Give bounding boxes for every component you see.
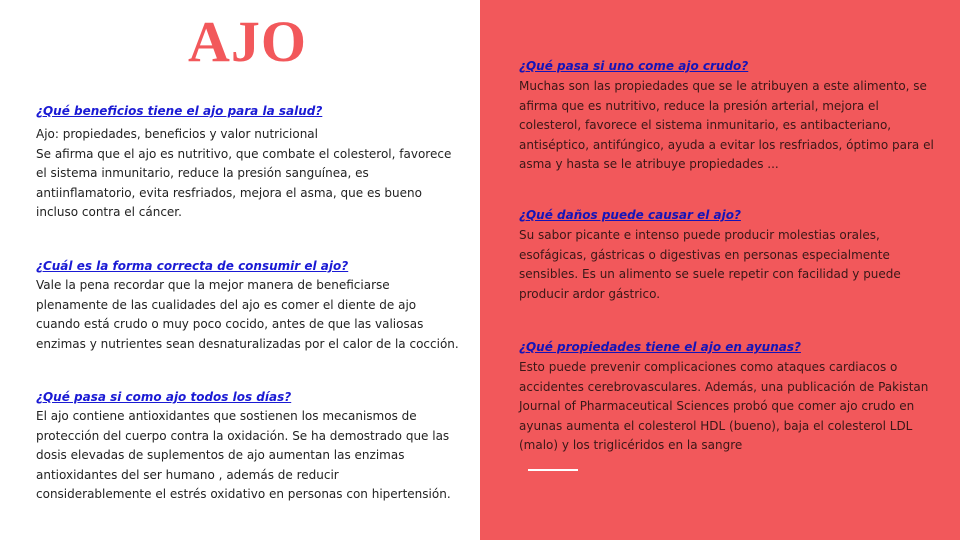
answer-text: El ajo contiene antioxidantes que sostienen los mecanismos de protección del cuerpo contra la oxidación. Se ha demostrado que las dosis elevadas de suplementos de ajo aumentan las enzimas antioxidantes del ser humano , además de reducir considerablemente el estrés oxidativo en personas con hipertensión. bbox=[36, 409, 451, 502]
answer-text: Vale la pena recordar que la mejor manera de beneficiarse plenamente de las cualidades del ajo es comer el diente de ajo cuando está crudo o muy poco cocido, antes de que las valiosas enzimas y nutrientes sean desnaturalizadas por el calor de la cocción. bbox=[36, 278, 459, 351]
question-link[interactable]: ¿Qué pasa si como ajo todos los días? bbox=[36, 390, 292, 404]
question-link[interactable]: ¿Qué daños puede causar el ajo? bbox=[519, 208, 741, 222]
left-section-daily bbox=[36, 389, 451, 505]
right-section-fasting bbox=[519, 339, 928, 456]
left-section-benefits bbox=[36, 103, 451, 223]
question-link[interactable]: ¿Qué propiedades tiene el ajo en ayunas? bbox=[519, 340, 801, 354]
answer-text: Su sabor picante e intenso puede producir molestias orales, esofágicas, gástricas o digestivas en personas especialmente sensibles. Es un alimento se suele repetir con facilidad y puede producir ardor gástrico. bbox=[519, 228, 901, 301]
right-section-damage bbox=[519, 207, 901, 304]
slide-title: AJO bbox=[188, 9, 307, 74]
question-link[interactable]: ¿Qué beneficios tiene el ajo para la salud? bbox=[36, 104, 323, 118]
divider-line bbox=[528, 469, 578, 471]
question-link[interactable]: ¿Cuál es la forma correcta de consumir el ajo? bbox=[36, 259, 349, 273]
answer-text: Ajo: propiedades, beneficios y valor nutricional Se afirma que el ajo es nutritivo, que combate el colesterol, favorece el sistema inmunitario, reduce la presión sanguínea, es antiinflamatorio, evita resfriados, mejora el asma, que es bueno incluso contra el cáncer. bbox=[36, 127, 452, 220]
question-link[interactable]: ¿Qué pasa si uno come ajo crudo? bbox=[519, 59, 749, 73]
answer-text: Esto puede prevenir complicaciones como ataques cardiacos o accidentes cerebrovasculares. Además, una publicación de Pakistan Journal of Pharmaceutical Sciences probó que comer ajo crudo en ayunas aumenta el colesterol HDL (bueno), baja el colesterol LDL (malo) y los triglicéridos en la sangre bbox=[519, 360, 929, 453]
answer-text: Muchas son las propiedades que se le atribuyen a este alimento, se afirma que es nutritivo, reduce la presión arterial, mejora el colesterol, favorece el sistema inmunitario, es antibacteriano, antiséptico, antifúngico, ayuda a evitar los resfriados, óptimo para el asma y hasta se le atribuye propiedades ... bbox=[519, 79, 934, 172]
right-section-raw bbox=[519, 58, 934, 175]
left-section-consume bbox=[36, 258, 459, 354]
